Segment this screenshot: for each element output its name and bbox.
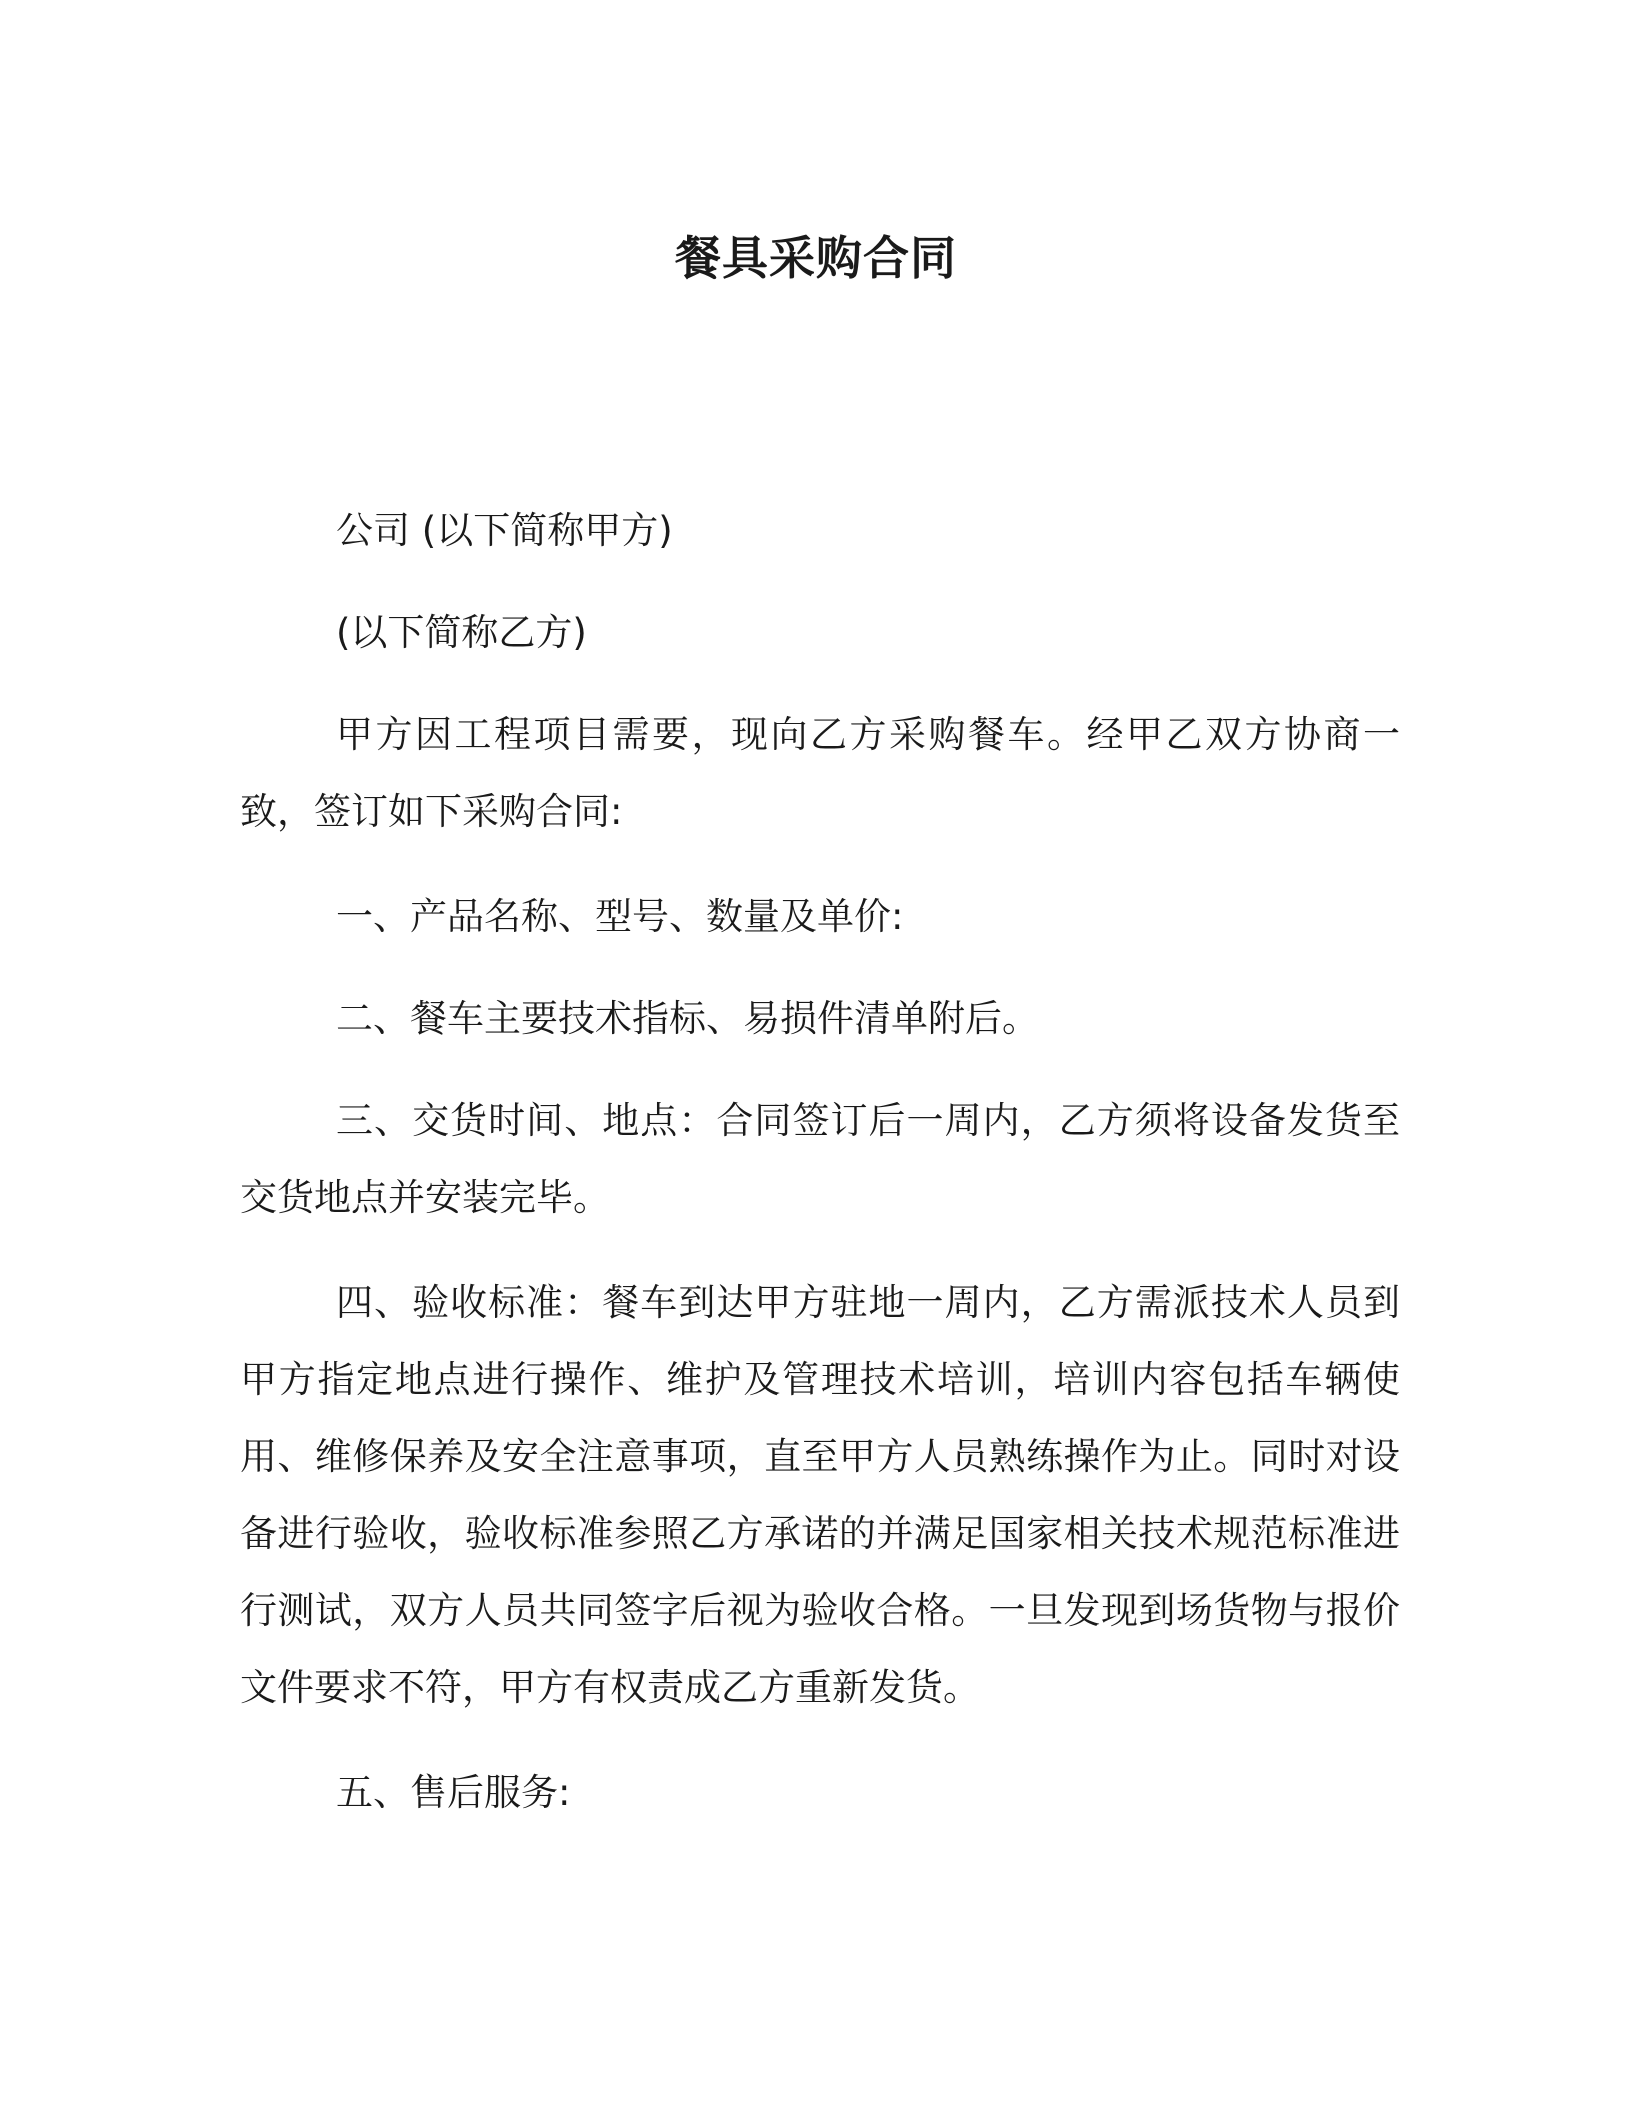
clause-2: 二、餐车主要技术指标、易损件清单附后。 xyxy=(336,997,1039,1040)
clause-3: 三、交货时间、地点：合同签订后一周内，乙方须将设备发货至交货地点并安装完毕。 xyxy=(240,1099,1400,1219)
preamble-paragraph: 甲方因工程项目需要，现向乙方采购餐车。经甲乙双方协商一致，签订如下采购合同: xyxy=(240,713,1400,833)
clause-4: 四、验收标准：餐车到达甲方驻地一周内，乙方需派技术人员到甲方指定地点进行操作、维护及管理技术培训，培训内容包括车辆使用、维修保养及安全注意事项，直至甲方人员熟练操作为止。同时对设备进行验收，验收标准参照乙方承诺的并满足国家相关技术规范标准进行测试，双方人员共同签字后视为验收合格。一旦发现到场货物与报价文件要求不符，甲方有权责成乙方重新发货。 xyxy=(240,1281,1400,1709)
document-title: 餐具采购合同 xyxy=(675,231,957,285)
party-a-line: 公司 (以下简称甲方) xyxy=(336,509,673,552)
clause-5: 五、售后服务: xyxy=(336,1771,571,1814)
party-b-line: (以下简称乙方) xyxy=(336,611,587,654)
clause-1: 一、产品名称、型号、数量及单价: xyxy=(336,895,904,938)
document-body xyxy=(240,492,1400,1859)
